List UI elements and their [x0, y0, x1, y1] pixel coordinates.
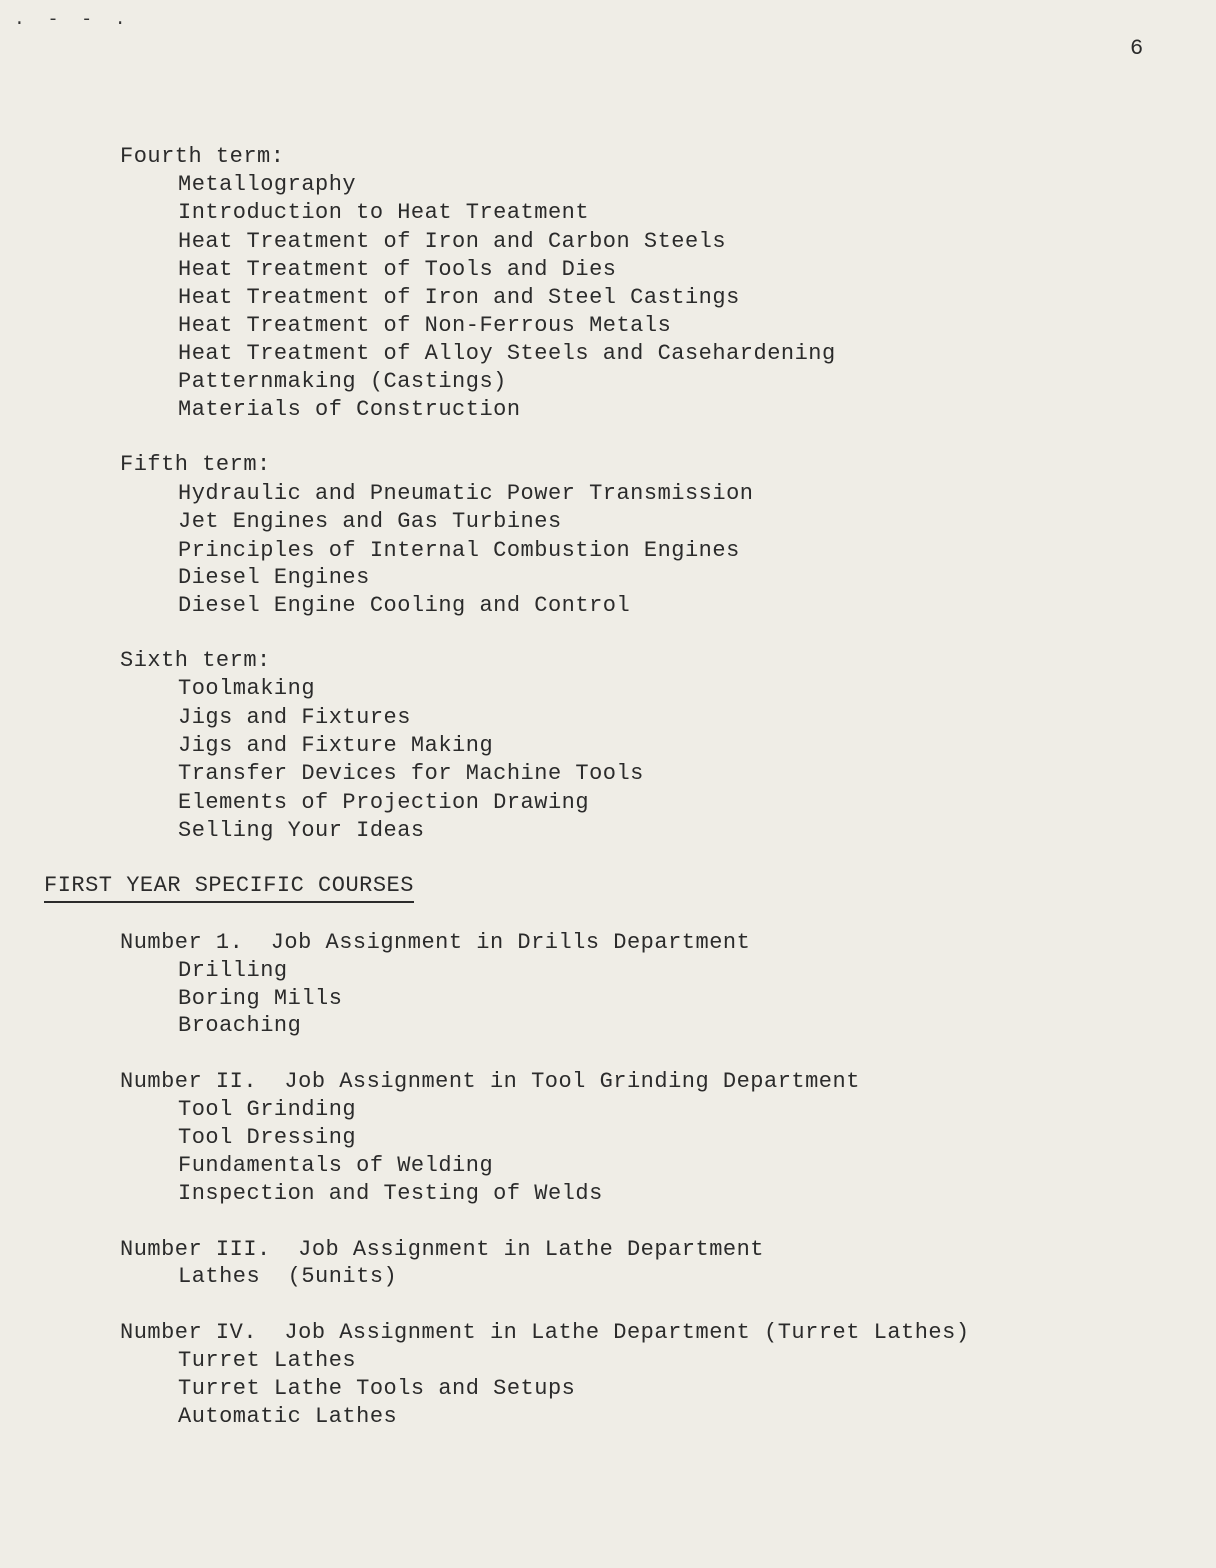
- course-item: Automatic Lathes: [178, 1404, 398, 1429]
- term-item: Diesel Engine Cooling and Control: [178, 593, 631, 618]
- term-item: Jet Engines and Gas Turbines: [178, 509, 562, 534]
- course-heading-3: Number III. Job Assignment in Lathe Department: [120, 1237, 765, 1262]
- term-heading-sixth: Sixth term:: [120, 648, 271, 673]
- page-number: 6: [1130, 36, 1144, 61]
- term-item: Metallography: [178, 172, 357, 197]
- term-item: Diesel Engines: [178, 565, 370, 590]
- course-item: Lathes (5units): [178, 1264, 398, 1289]
- course-heading-1: Number 1. Job Assignment in Drills Department: [120, 930, 751, 955]
- term-item: Materials of Construction: [178, 397, 521, 422]
- course-item: Fundamentals of Welding: [178, 1153, 494, 1178]
- term-heading-fifth: Fifth term:: [120, 452, 271, 477]
- term-item: Heat Treatment of Iron and Steel Castings: [178, 285, 740, 310]
- course-heading-4: Number IV. Job Assignment in Lathe Department (Turret Lathes): [120, 1320, 970, 1345]
- term-item: Jigs and Fixture Making: [178, 733, 494, 758]
- course-item: Turret Lathes: [178, 1348, 357, 1373]
- term-heading-fourth: Fourth term:: [120, 144, 285, 169]
- course-heading-2: Number II. Job Assignment in Tool Grinding Department: [120, 1069, 860, 1094]
- term-item: Introduction to Heat Treatment: [178, 200, 590, 225]
- term-item: Heat Treatment of Alloy Steels and Casehardening: [178, 341, 836, 366]
- corner-mark: . - - .: [14, 10, 132, 30]
- term-item: Selling Your Ideas: [178, 818, 425, 843]
- term-item: Principles of Internal Combustion Engines: [178, 538, 740, 563]
- course-item: Turret Lathe Tools and Setups: [178, 1376, 576, 1401]
- term-item: Heat Treatment of Non-Ferrous Metals: [178, 313, 672, 338]
- term-item: Toolmaking: [178, 676, 316, 701]
- term-item: Hydraulic and Pneumatic Power Transmission: [178, 481, 754, 506]
- course-item: Broaching: [178, 1013, 302, 1038]
- course-item: Tool Grinding: [178, 1097, 357, 1122]
- term-item: Heat Treatment of Tools and Dies: [178, 257, 617, 282]
- term-item: Heat Treatment of Iron and Carbon Steels: [178, 229, 727, 254]
- term-item: Transfer Devices for Machine Tools: [178, 761, 644, 786]
- term-item: Jigs and Fixtures: [178, 705, 411, 730]
- term-item: Elements of Projection Drawing: [178, 790, 590, 815]
- course-item: Drilling: [178, 958, 288, 983]
- section-title-first-year: FIRST YEAR SPECIFIC COURSES: [44, 872, 414, 903]
- course-item: Tool Dressing: [178, 1125, 357, 1150]
- course-item: Inspection and Testing of Welds: [178, 1181, 603, 1206]
- course-item: Boring Mills: [178, 986, 343, 1011]
- term-item: Patternmaking (Castings): [178, 369, 507, 394]
